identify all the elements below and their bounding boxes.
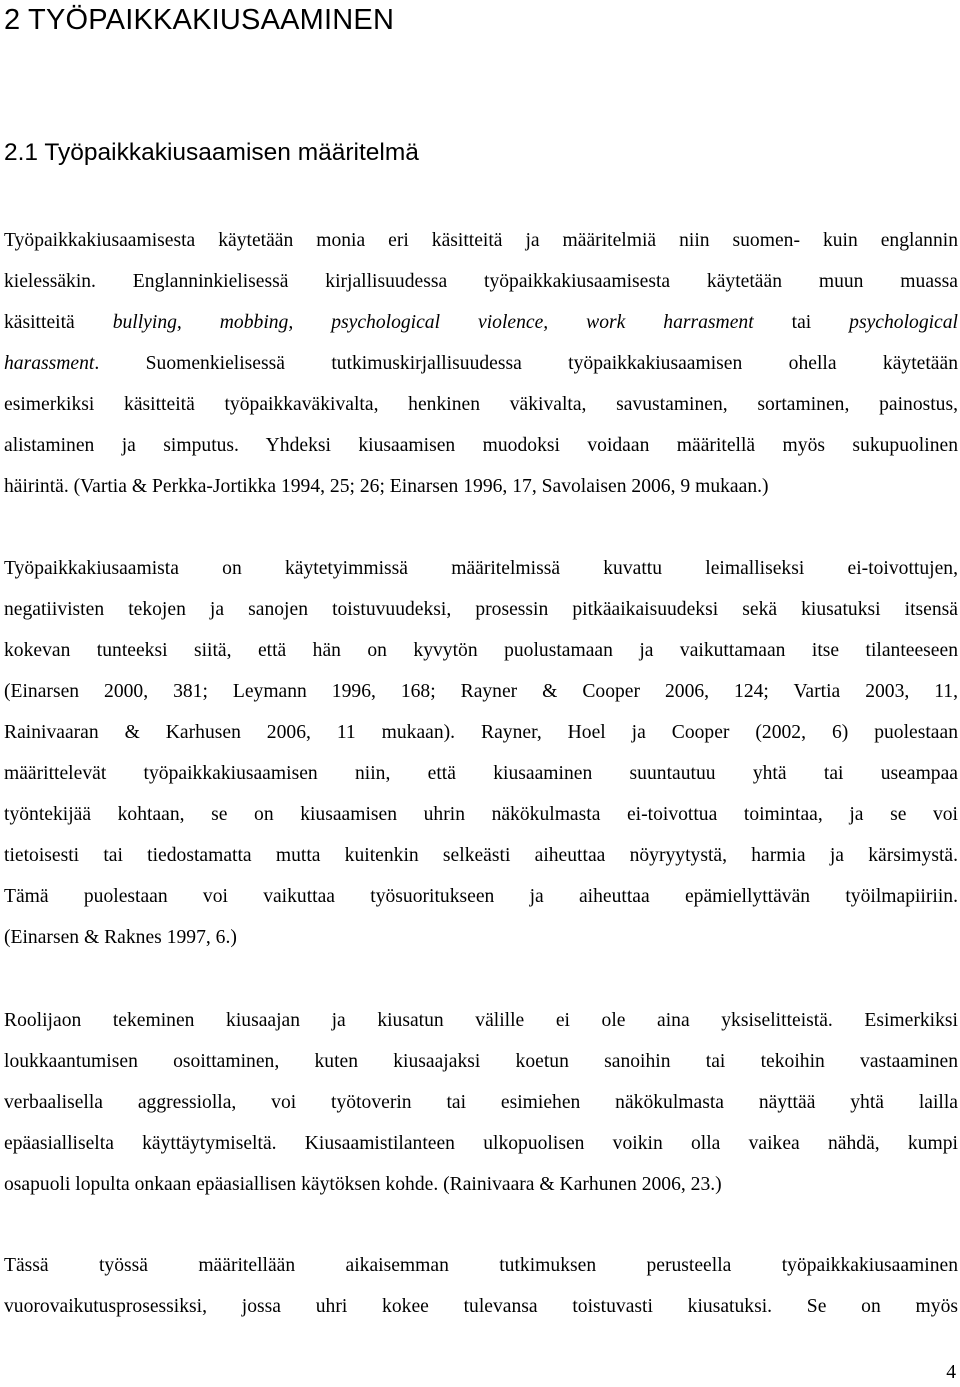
text-line: Tässä työssä määritellään aikaisemman tutkimuksen perusteella työpaikkakiusaaminen — [4, 1255, 958, 1276]
text-line: Työpaikkakiusaamisesta käytetään monia eri käsitteitä ja määritelmiä niin suomen- kuin englannin — [4, 230, 958, 251]
text-line: osapuoli lopulta onkaan epäasiallisen käytöksen kohde. (Rainivaara & Karhunen 2006, 23.) — [4, 1174, 722, 1195]
text-line: kielessäkin. Englanninkielisessä kirjallisuudessa työpaikkakiusaamisesta käytetään muun muassa — [4, 271, 958, 292]
italic-term: psychological — [849, 312, 958, 333]
text-line: Tämä puolestaan voi vaikuttaa työsuoritukseen ja aiheuttaa epämiellyttävän työilmapiiriin. — [4, 886, 958, 907]
text-line: esimerkiksi käsitteitä työpaikkaväkivalta, henkinen väkivalta, savustaminen, sortaminen, painostus, — [4, 394, 958, 415]
page-number: 4 — [946, 1362, 956, 1383]
text-line: (Einarsen 2000, 381; Leymann 1996, 168; Rayner & Cooper 2006, 124; Vartia 2003, 11, — [4, 681, 958, 702]
text-line: loukkaantumisen osoittaminen, kuten kiusaajaksi koetun sanoihin tai tekoihin vastaaminen — [4, 1051, 958, 1072]
text-line: tietoisesti tai tiedostamatta mutta kuitenkin selkeästi aiheuttaa nöyryytystä, harmia ja kärsimystä. — [4, 845, 958, 866]
text-line: verbaalisella aggressiolla, voi työtoverin tai esimiehen näkökulmasta näyttää yhtä lailla — [4, 1092, 958, 1113]
text-run: käsitteitä — [4, 312, 113, 333]
text-run: tai — [753, 312, 850, 333]
text-line — [4, 302, 958, 343]
italic-term: harassment — [4, 353, 95, 374]
text-line: negatiivisten tekojen ja sanojen toistuvuudeksi, prosessin pitkäaikaisuudeksi sekä kiusatuksi itsensä — [4, 599, 958, 620]
text-line: kokevan tunteeksi siitä, että hän on kyvytön puolustamaan ja vaikuttamaan itse tilanteeseen — [4, 640, 958, 661]
text-line: häirintä. (Vartia & Perkka-Jortikka 1994, 25; 26; Einarsen 1996, 17, Savolaisen 2006, 9 mukaan.) — [4, 476, 769, 497]
paragraph-this-work — [4, 1245, 958, 1327]
chapter-heading: 2 TYÖPAIKKAKIUSAAMINEN — [4, 4, 395, 36]
text-line: työntekijää kohtaan, se on kiusaamisen uhrin näkökulmasta ei-toivottua toimintaa, ja se voi — [4, 804, 958, 825]
text-line — [4, 343, 958, 384]
text-line: Rainivaaran & Karhusen 2006, 11 mukaan). Rayner, Hoel ja Cooper (2002, 6) puolestaan — [4, 722, 958, 743]
paragraph-characteristics — [4, 548, 958, 958]
text-line: määrittelevät työpaikkakiusaamisen niin, että kiusaaminen suuntautuu yhtä tai useampaa — [4, 763, 958, 784]
paragraph-definitions — [4, 220, 958, 507]
paragraph-roles — [4, 1000, 958, 1205]
text-line: Työpaikkakiusaamista on käytetyimmissä määritelmissä kuvattu leimalliseksi ei-toivottujen, — [4, 558, 958, 579]
text-line: epäasialliselta käyttäytymiseltä. Kiusaamistilanteen ulkopuolisen voikin olla vaikea nähdä, kumpi — [4, 1133, 958, 1154]
text-line: Roolijaon tekeminen kiusaajan ja kiusatun välille ei ole aina yksiselitteistä. Esimerkiksi — [4, 1010, 958, 1031]
text-line: alistaminen ja simputus. Yhdeksi kiusaamisen muodoksi voidaan määritellä myös sukupuolinen — [4, 435, 958, 456]
text-line: (Einarsen & Raknes 1997, 6.) — [4, 927, 237, 948]
italic-terms: bullying, mobbing, psychological violence, work harrasment — [112, 312, 754, 333]
section-heading: 2.1 Työpaikkakiusaamisen määritelmä — [4, 139, 419, 166]
text-run: . Suomenkielisessä tutkimuskirjallisuudessa työpaikkakiusaamisen ohella käytetään — [94, 353, 958, 374]
text-line: vuorovaikutusprosessiksi, jossa uhri kokee tulevansa toistuvasti kiusatuksi. Se on myös — [4, 1296, 958, 1317]
